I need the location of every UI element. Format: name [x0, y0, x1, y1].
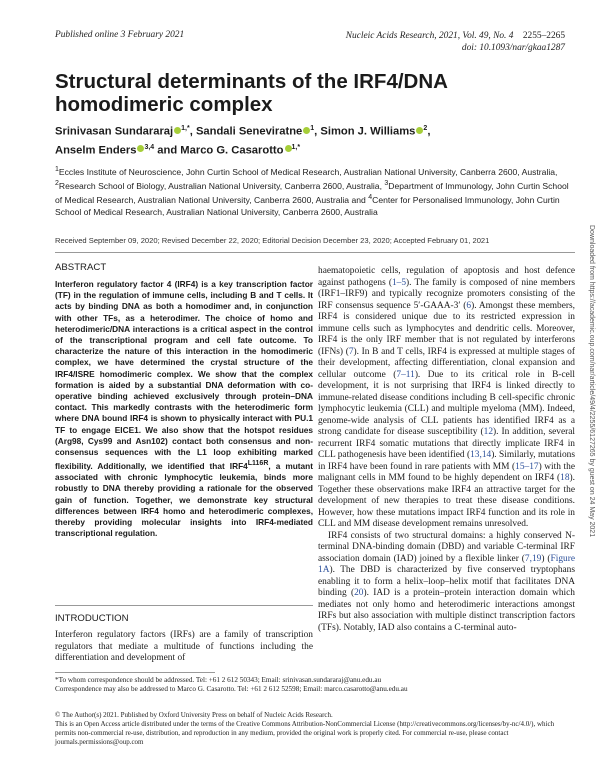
figure-link[interactable]: Figure 1A [318, 553, 575, 575]
abstract-text-part: Interferon regulatory factor 4 (IRF4) is a key transcription factor (TF) in the regulation of immune cells, including B and T cells. It acts by binding DNA as both a homodimer and, in conjunction with other TFs, as a heterodimer. The choice of homo and heterodimeric/DNA interactions is a critical aspect in the control of the transcriptional program and cell fate outcome. To characterize the nature of this interaction in the homodimeric complex, we have determined the crystal structure of the IRF4/ISRE homodimeric complex. We show that the complex formation is aided by a substantial DNA deformation with co-operative binding achieved exclusively through protein–DNA contact. This markedly contrasts with the heterodimeric form where DNA bound IRF4 is shown to physically interact with PU.1 TF to engage EICE1. We also show that the hotspot residues (Arg98, Cys99 and Asn102) contact both consensus and non-consensus sequences with the L1 loop exhibiting marked flexibility. Additionally, we identified that IRF4 [55, 279, 313, 472]
citation-link[interactable]: 6 [466, 300, 472, 311]
author-affil-sup: 3,4 [144, 143, 155, 151]
introduction-section [55, 613, 313, 665]
citation-link[interactable]: 1–5 [391, 277, 407, 288]
author-name[interactable]: Marco G. Casarotto [180, 144, 284, 157]
paragraph: haematopoietic cells, regulation of apoptosis and host defence against pathogens (1–5). The family is composed of nine members (IRF1–IRF9) and typically recognize promoters consisting of the IRF consensus sequence 5′-GAAA-3′ (6). Amongst these members, IRF4 is considered unique due to its restricted expression in immune cells such as lymphocytes and dendritic cells. Moreover, IRF4 is the only IRF member that is not regulated by interferons (IFNs) (7). In B and T cells, IRF4 is expressed at multiple stages of their development, affecting differentiation, clonal expansion and cellular outcome (7–11). Due to its critical role in B-cell development, it is not surprising that IRF4 is linked directly to immune-related disease conditions including B cell-specific chronic lymphocytic leukemia (CLL) and multiple myeloma (MM). Indeed, genome-wide analysis of CLL patients has identified IRF4 as a strong candidate for disease susceptibility (12). In addition, several recurrent IRF4 somatic mutations that directly implicate IRF4 in CLL pathogenesis have been identified (13,14). Similarly, mutations in IRF4 have been found in rare patients with MM (15–17) with the malignant cells in MM found to be highly dependent on IRF4 (18). Together these observations make IRF4 an attractive target for the development of new therapies to treat these disease conditions. However, how these mutations impact IRF4 function and its role in CLL and MM disease development remains unresolved. [318, 266, 576, 529]
author-name[interactable]: Srinivasan Sundararaj [55, 125, 174, 138]
author-name[interactable]: Simon J. Williams [320, 125, 416, 138]
paragraph: IRF4 consists of two structural domains: a highly conserved N-terminal DNA-binding domain (DBD) and variable C-terminal IRF association domain (IAD) joined by a flexible linker (7,19) (Figure 1A). The DBD is characterized by five conserved tryptophans enabling it to form a helix–loop–helix motif that facilitates DNA binding (20). IAD is a protein–protein interaction domain which mediates not only homo and heterodimeric interactions amongst IRFs but also association with multiple distinct transcription factors (TFs). Notably, IAD also contains a C-terminal auto- [318, 530, 575, 633]
download-watermark: Downloaded from https://academic.oup.com/nar/article/49/4/2255/6127265 by guest on 24 May 2021 [588, 225, 595, 538]
license-block [55, 711, 575, 747]
footnote-correspondence-2: Correspondence may also be addressed to Marco G. Casarotto. Tel: +61 2 612 52598; Email: marco.casarotto@anu.edu.au [55, 685, 408, 694]
doi-link[interactable]: doi: 10.1093/nar/gkaa1287 [461, 43, 565, 53]
author-name[interactable]: Sandali Seneviratne [195, 125, 303, 138]
divider [55, 605, 313, 606]
author-affil-sup: 1,* [181, 125, 190, 132]
affiliation-4: Center for Personalised Immunology, John Curtin School of Medical Research, Australian National University, Canberra 2600, Australia [55, 194, 560, 217]
citation-link[interactable]: 7,19 [524, 553, 542, 564]
author-name[interactable]: Anselm Enders [55, 144, 137, 157]
author-affil-sup: 1,* [291, 143, 301, 151]
affil-num: 3 [384, 179, 389, 187]
citation-link[interactable]: 18 [560, 473, 570, 483]
license-text: This is an Open Access article distributed under the terms of the Creative Commons Attribution-NonCommercial License (http://creativecommons.org/licenses/by-nc/4.0/), which permits non-commercial re-use, distribution, and reproduction in any medium, provided the original work is properly cited. For commercial re-use, please contact journals.permissions@oup.com [55, 720, 555, 746]
mutation-sup: L116R [247, 460, 269, 468]
abstract-heading: ABSTRACT [55, 262, 107, 273]
page-range: 2255–2265 [522, 31, 565, 41]
journal-info: Nucleic Acids Research, 2021, Vol. 49, No. 4 [345, 31, 514, 41]
affiliation-3: Department of Immunology, John Curtin School of Medical Research, Australian National University, Canberra 2600, Australia and [55, 180, 569, 205]
author-list: Srinivasan Sundararaj $^{1,*}$, Sandali Seneviratne $^1$, Simon J. Williams $^2$, Anselm Enders $^{3,4}$ and Marco G. Casarotto $^{1,*}$ [55, 125, 431, 157]
right-column-text [318, 266, 575, 634]
abstract-text [55, 279, 313, 539]
journal-header [346, 30, 565, 54]
copyright-line: © The Author(s) 2021. Published by Oxford University Press on behalf of Nucleic Acids Research. [55, 711, 333, 719]
footnote-correspondence: *To whom correspondence should be addressed. Tel: +61 2 612 50343; Email: srinivasan.sundararaj@anu.edu.au [55, 676, 382, 684]
article-title: Structural determinants of the IRF4/DNA homodimeric complex [55, 70, 448, 116]
affil-num: 4 [368, 193, 373, 201]
citation-link[interactable]: 12 [483, 427, 494, 437]
introduction-text: Interferon regulatory factors (IRFs) are a family of transcription regulators that mediate a multitude of functions including the differentiation and development of [55, 630, 313, 663]
received-dates: Received September 09, 2020; Revised December 22, 2020; Editorial Decision December 23, 2020; Accepted February 01, 2021 [55, 236, 490, 245]
affil-num: 2 [55, 179, 59, 187]
affiliation-1: Eccles Institute of Neuroscience, John Curtin School of Medical Research, Australian National University, Canberra 2600, Australia, [58, 166, 558, 177]
citation-link[interactable]: 7 [348, 346, 354, 357]
introduction-heading: INTRODUCTION [55, 613, 129, 624]
affil-num: 1 [55, 166, 59, 173]
citation-link[interactable]: 15–17 [515, 461, 539, 472]
citation-link[interactable]: 7–11 [396, 369, 415, 380]
affiliations [55, 164, 575, 218]
citation-link[interactable]: 13,14 [470, 450, 492, 460]
footnotes [55, 676, 575, 694]
footnote-divider [55, 672, 215, 673]
abstract-section [55, 262, 313, 539]
affiliation-2: Research School of Biology, Australian National University, Canberra 2600, Australia, [58, 180, 382, 191]
orcid-icon[interactable] [285, 145, 292, 152]
citation-link[interactable]: 20 [354, 588, 364, 598]
author-affil-sup: 1 [310, 125, 315, 132]
author-affil-sup: 2 [423, 125, 428, 132]
published-date: Published online 3 February 2021 [55, 30, 185, 40]
author-and: and [157, 144, 178, 157]
divider [55, 252, 575, 253]
abstract-text-part: , a mutant associated with chronic lymphocytic leukemia, binds more robustly to DNA thereby providing a rationale for the observed gain of function. Together, we demonstrate key structural differences between IRF4 homo and heterodimeric complexes, thereby providing molecular insights into IRF4-mediated transcriptional regulation. [55, 461, 313, 539]
